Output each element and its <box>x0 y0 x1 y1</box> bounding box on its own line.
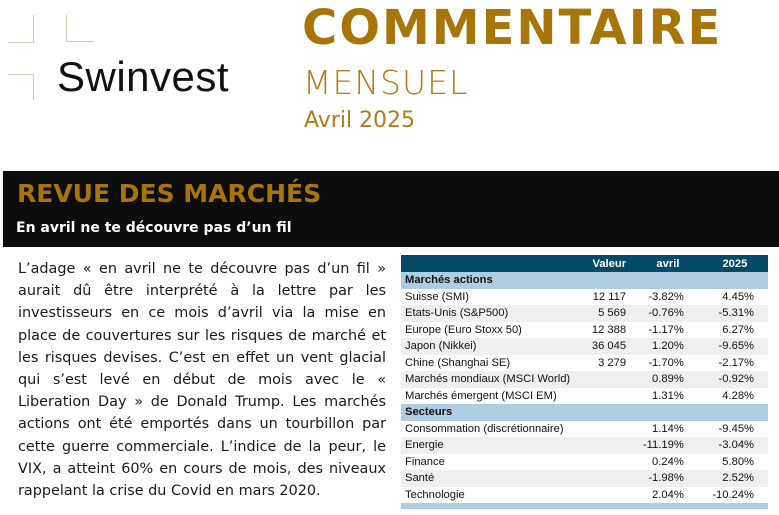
cell-name: Consommation (discrétionnaire) <box>401 421 574 438</box>
cell-april: 1.31% <box>634 388 702 405</box>
table-row <box>401 355 768 372</box>
cell-value <box>574 421 634 438</box>
section-label: Marchés actions <box>401 272 768 289</box>
table-body <box>401 272 768 509</box>
article-paragraph: L’adage « en avril ne te découvre pas d’un fil » aurait dû être interprété à la lettre par les investisseurs en ce mois d’avril via la mise en place de couvertures sur les risques de marché et les risques devises. C’est en effet un vent glacial qui s’est levé en début de mois avec le « Liberation Day » de Donald Trump. Les marchés actions ont été emportés dans un tourbillon par cette guerre commerciale. L’indice de la peur, le VIX, a atteint 60% en cours de mois, des niveaux rappelant la crise du Covid en mars 2020. <box>18 261 386 500</box>
market-performance-table <box>401 255 768 509</box>
table-row <box>401 487 768 504</box>
section-banner <box>3 171 779 247</box>
cell-ytd: -0.92% <box>702 371 768 388</box>
table-row <box>401 289 768 306</box>
cell-name: Finance <box>401 454 574 471</box>
table-header-row <box>401 255 768 272</box>
decorative-corner-mark <box>8 15 34 43</box>
table-row <box>401 470 768 487</box>
cell-april: 1.20% <box>634 338 702 355</box>
cell-april: -0.76% <box>634 305 702 322</box>
brand-logo: Swinvest <box>57 53 230 100</box>
cell-april: -1.17% <box>634 322 702 339</box>
cell-ytd: -9.65% <box>702 338 768 355</box>
report-subtitle: MENSUEL <box>303 63 469 102</box>
cell-value: 12 388 <box>574 322 634 339</box>
table-row <box>401 454 768 471</box>
table-section-row <box>401 404 768 421</box>
column-header-ytd: 2025 <box>702 255 768 272</box>
table-row <box>401 322 768 339</box>
cell-april: -3.82% <box>634 289 702 306</box>
table-section-row <box>401 272 768 289</box>
cell-april: 2.04% <box>634 487 702 504</box>
cell-ytd: 6.27% <box>702 322 768 339</box>
cell-name: Japon (Nikkei) <box>401 338 574 355</box>
cell-value: 5 569 <box>574 305 634 322</box>
cell-value <box>574 454 634 471</box>
table-row <box>401 437 768 454</box>
table-row <box>401 305 768 322</box>
report-date: Avril 2025 <box>304 108 416 133</box>
cell-value: 36 045 <box>574 338 634 355</box>
table-section-row-partial <box>401 503 768 509</box>
cell-ytd: 4.45% <box>702 289 768 306</box>
cell-ytd: -10.24% <box>702 487 768 504</box>
cell-name: Marchés émergent (MSCI EM) <box>401 388 574 405</box>
cell-value <box>574 487 634 504</box>
cell-name: Suisse (SMI) <box>401 289 574 306</box>
section-label: Secteurs <box>401 404 768 421</box>
column-header-value: Valeur <box>574 255 634 272</box>
cell-april: 0.24% <box>634 454 702 471</box>
section-headline: En avril ne te découvre pas d’un fil <box>16 220 292 236</box>
article-body <box>18 258 386 515</box>
cell-value <box>574 388 634 405</box>
cell-value: 12 117 <box>574 289 634 306</box>
cell-name: Santé <box>401 470 574 487</box>
section-title: REVUE DES MARCHÉS <box>17 179 322 208</box>
report-title: COMMENTAIRE <box>302 0 723 56</box>
cell-ytd: 5.80% <box>702 454 768 471</box>
decorative-corner-mark <box>66 15 94 42</box>
cell-value: 3 279 <box>574 355 634 372</box>
cell-april: 0.89% <box>634 371 702 388</box>
cell-name: Marchés mondiaux (MSCI World) <box>401 371 574 388</box>
column-header-april: avril <box>634 255 702 272</box>
section-label-partial <box>401 503 768 509</box>
cell-april: -11.19% <box>634 437 702 454</box>
table-row <box>401 371 768 388</box>
cell-name: Europe (Euro Stoxx 50) <box>401 322 574 339</box>
cell-ytd: -2.17% <box>702 355 768 372</box>
cell-ytd: 4.28% <box>702 388 768 405</box>
table-row <box>401 338 768 355</box>
cell-ytd: -5.31% <box>702 305 768 322</box>
cell-value <box>574 437 634 454</box>
table-row <box>401 388 768 405</box>
cell-name: Technologie <box>401 487 574 504</box>
cell-name: Chine (Shanghai SE) <box>401 355 574 372</box>
cell-ytd: -9.45% <box>702 421 768 438</box>
cell-ytd: 2.52% <box>702 470 768 487</box>
cell-name: Energie <box>401 437 574 454</box>
table-row <box>401 421 768 438</box>
cell-ytd: -3.04% <box>702 437 768 454</box>
column-header-name <box>401 255 574 272</box>
cell-value <box>574 470 634 487</box>
cell-april: 1.14% <box>634 421 702 438</box>
cell-april: -1.70% <box>634 355 702 372</box>
cell-april: -1.98% <box>634 470 702 487</box>
decorative-corner-mark <box>8 74 34 100</box>
cell-value <box>574 371 634 388</box>
cell-name: Etats-Unis (S&P500) <box>401 305 574 322</box>
